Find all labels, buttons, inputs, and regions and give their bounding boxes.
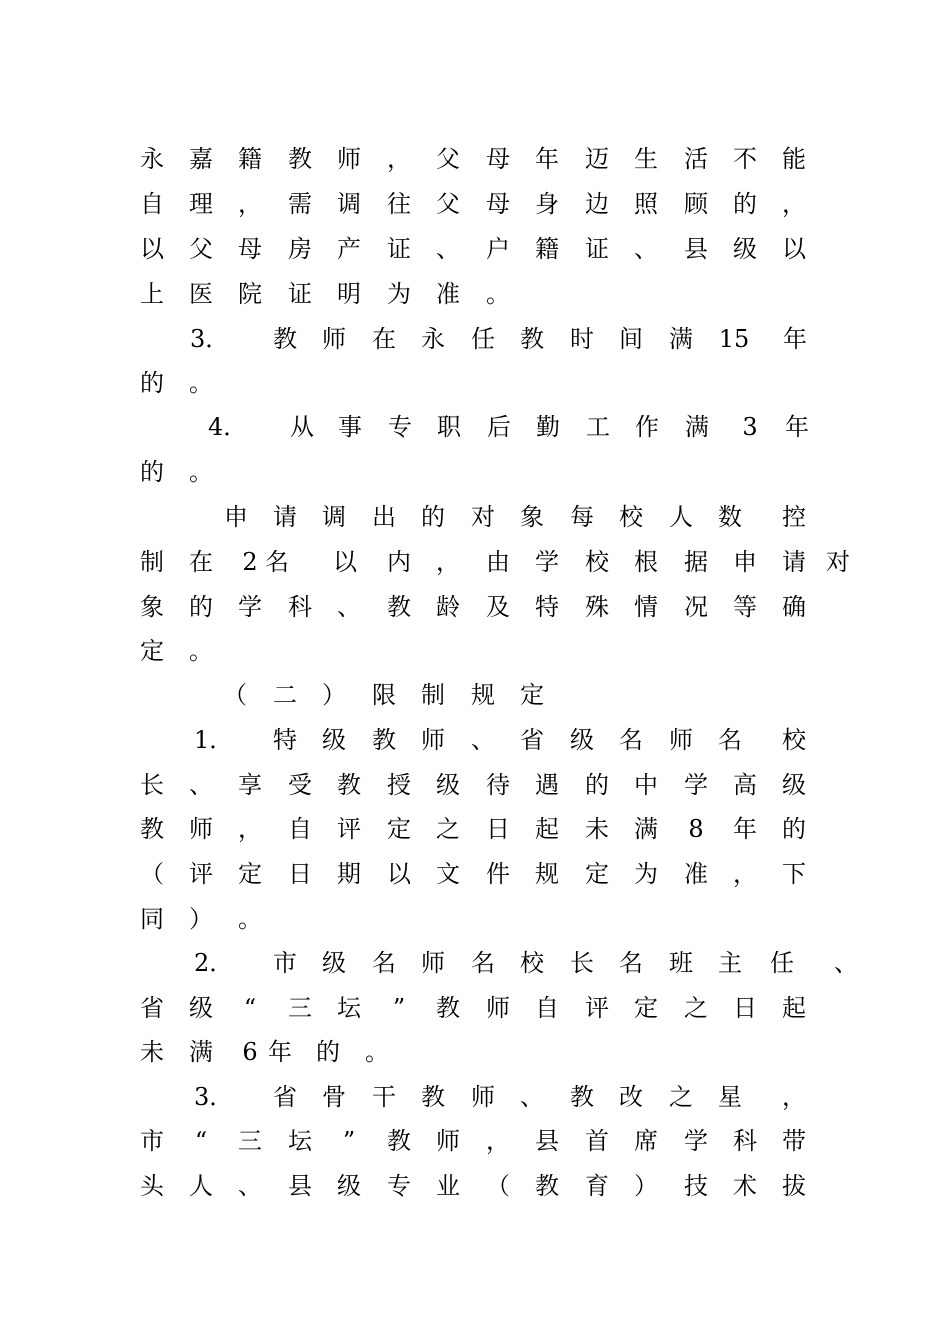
text-char: 待 [486, 771, 510, 799]
text-char: 长 [140, 771, 164, 799]
text-char: ， [387, 145, 411, 173]
text-char: 申 [224, 503, 248, 531]
text-char: 以 [782, 235, 806, 263]
text-char: 在 [372, 325, 396, 353]
text-char: 育 [585, 1172, 609, 1200]
text-char: 籍 [535, 235, 559, 263]
text-char: 3 [742, 413, 758, 441]
text-char: 班 [669, 949, 693, 977]
text-line [138, 1080, 808, 1114]
text-char: 、 [520, 1083, 544, 1111]
text-char: 、 [189, 771, 213, 799]
text-char: 以 [333, 548, 357, 576]
text-char: 的 [782, 815, 806, 843]
text-char: 在 [189, 548, 213, 576]
text-line [138, 1035, 808, 1069]
text-char: 骨 [322, 1083, 346, 1111]
text-char: 后 [487, 413, 511, 441]
text-line [138, 455, 808, 489]
text-char: 勤 [536, 413, 560, 441]
text-char: 由 [486, 548, 510, 576]
text-char: 1． [194, 726, 234, 754]
text-line [138, 277, 808, 311]
text-char: 下 [782, 860, 806, 888]
text-char: 名 [718, 726, 742, 754]
text-char: 任 [471, 325, 495, 353]
text-char: 师 [421, 726, 445, 754]
text-char: 县 [288, 1172, 312, 1200]
text-char: 省 [520, 726, 544, 754]
text-char: 自 [140, 190, 164, 218]
text-line [138, 1169, 808, 1203]
text-char: 带 [782, 1127, 806, 1155]
text-char: 名 [619, 949, 643, 977]
text-char: 满 [189, 1038, 213, 1066]
text-char: 术 [733, 1172, 757, 1200]
text-char: ” [392, 994, 406, 1022]
text-char: 顾 [684, 190, 708, 218]
text-char: 师 [669, 726, 693, 754]
text-char: 活 [684, 145, 708, 173]
text-char: 未 [585, 815, 609, 843]
text-char: 教 [387, 593, 411, 621]
text-char: 况 [684, 593, 708, 621]
text-char: 评 [585, 994, 609, 1022]
text-char: 的 [316, 1038, 340, 1066]
text-line [138, 590, 808, 624]
text-char: 定 [520, 681, 544, 709]
text-char: 控 [782, 503, 806, 531]
text-char: 作 [635, 413, 659, 441]
text-char: 学 [238, 593, 262, 621]
text-char: ” [342, 1127, 356, 1155]
text-char: 对 [826, 548, 850, 576]
text-char: 省 [273, 1083, 297, 1111]
text-char: 校 [520, 949, 544, 977]
text-char: 能 [782, 145, 806, 173]
text-char: 满 [685, 413, 709, 441]
text-char: 职 [437, 413, 461, 441]
text-char: 人 [669, 503, 693, 531]
text-char: 学 [684, 771, 708, 799]
text-char: 师 [436, 1127, 460, 1155]
text-char: 父 [189, 235, 213, 263]
text-char: 准 [436, 280, 460, 308]
text-char: 定 [634, 994, 658, 1022]
text-char: 照 [634, 190, 658, 218]
text-char: 校 [585, 548, 609, 576]
text-char: 以 [387, 860, 411, 888]
text-char: 、 [634, 235, 658, 263]
text-char: 级 [322, 949, 346, 977]
text-char: 文 [436, 860, 460, 888]
text-char: 专 [387, 1172, 411, 1200]
text-char: 高 [733, 771, 757, 799]
text-char: 级 [733, 235, 757, 263]
text-char: “ [194, 1127, 208, 1155]
text-line [138, 857, 808, 891]
text-char: 评 [189, 860, 213, 888]
text-char: 同 [140, 905, 164, 933]
text-char: 2 [242, 548, 258, 576]
text-line [138, 634, 808, 668]
text-char: 制 [421, 681, 445, 709]
text-char: 对 [471, 503, 495, 531]
text-line [138, 678, 808, 712]
text-char: （ [223, 681, 247, 709]
text-char: 理 [189, 190, 213, 218]
text-char: 间 [619, 325, 643, 353]
text-char: 级 [570, 726, 594, 754]
text-char: 及 [486, 593, 510, 621]
text-line [138, 187, 808, 221]
text-char: 受 [288, 771, 312, 799]
text-char: 、 [238, 1172, 262, 1200]
text-char: ， [733, 860, 757, 888]
text-char: 教 [273, 325, 297, 353]
text-line [138, 322, 808, 356]
text-char: 教 [535, 1172, 559, 1200]
text-char: 证 [585, 235, 609, 263]
text-char: 生 [634, 145, 658, 173]
text-char: 母 [486, 145, 510, 173]
text-char: 限 [372, 681, 396, 709]
text-char: 、 [471, 726, 495, 754]
text-char: 年 [268, 1038, 292, 1066]
text-line [138, 902, 808, 936]
text-char: 席 [634, 1127, 658, 1155]
text-char: 师 [322, 325, 346, 353]
text-char: 的 [733, 190, 757, 218]
text-char: 名 [265, 548, 289, 576]
text-char: 名 [619, 726, 643, 754]
text-char: 定 [140, 637, 164, 665]
text-char: 之 [684, 994, 708, 1022]
text-char: 县 [684, 235, 708, 263]
text-char: 级 [436, 771, 460, 799]
text-char: 规 [471, 681, 495, 709]
text-char: 工 [586, 413, 610, 441]
text-line [138, 723, 808, 757]
text-char: 从 [290, 413, 314, 441]
text-char: 享 [238, 771, 262, 799]
text-char: 满 [634, 815, 658, 843]
text-char: 级 [189, 994, 213, 1022]
text-char: ， [238, 815, 262, 843]
text-char: 定 [238, 860, 262, 888]
text-char: ， [238, 190, 262, 218]
text-char: 定 [585, 860, 609, 888]
text-char: 遇 [535, 771, 559, 799]
text-char: 象 [520, 503, 544, 531]
text-char: 边 [585, 190, 609, 218]
text-char: 以 [140, 235, 164, 263]
text-char: 不 [733, 145, 757, 173]
text-char: 起 [782, 994, 806, 1022]
text-char: 院 [238, 280, 262, 308]
text-line [138, 812, 808, 846]
text-char: 日 [288, 860, 312, 888]
text-char: 省 [140, 994, 164, 1022]
text-char: 市 [273, 949, 297, 977]
text-char: 出 [372, 503, 396, 531]
text-line [138, 768, 808, 802]
text-char: 产 [337, 235, 361, 263]
text-char: 件 [486, 860, 510, 888]
text-char: 教 [288, 145, 312, 173]
text-char: 。 [365, 1038, 389, 1066]
text-char: 教 [140, 815, 164, 843]
text-char: 教 [520, 325, 544, 353]
text-char: 日 [733, 994, 757, 1022]
text-char: 规 [535, 860, 559, 888]
text-char: 特 [535, 593, 559, 621]
text-char: 每 [570, 503, 594, 531]
text-char: 的 [189, 593, 213, 621]
text-char: 干 [372, 1083, 396, 1111]
text-char: 房 [288, 235, 312, 263]
text-char: 未 [140, 1038, 164, 1066]
text-char: 象 [140, 593, 164, 621]
text-char: 教 [387, 1127, 411, 1155]
text-char: 请 [782, 548, 806, 576]
text-char: 15 [718, 325, 750, 353]
text-line [138, 410, 808, 444]
text-char: 医 [189, 280, 213, 308]
text-char: 、 [436, 235, 460, 263]
text-char: 年 [733, 815, 757, 843]
text-char: 制 [140, 548, 164, 576]
text-char: 教 [372, 726, 396, 754]
text-char: （ [140, 860, 164, 888]
text-char: 二 [273, 681, 297, 709]
text-char: 改 [619, 1083, 643, 1111]
text-char: 的 [421, 503, 445, 531]
text-char: 明 [337, 280, 361, 308]
text-char: 。 [486, 280, 510, 308]
text-char: 县 [535, 1127, 559, 1155]
text-char: 定 [387, 815, 411, 843]
text-char: 请 [273, 503, 297, 531]
text-char: 之 [669, 1083, 693, 1111]
text-char: 。 [189, 369, 213, 397]
text-char: 名 [372, 949, 396, 977]
text-char: 的 [585, 771, 609, 799]
text-char: 据 [684, 548, 708, 576]
text-char: 业 [436, 1172, 460, 1200]
text-char: 满 [669, 325, 693, 353]
text-char: 龄 [436, 593, 460, 621]
text-char: 内 [387, 548, 411, 576]
text-char: 年 [535, 145, 559, 173]
text-char: 科 [288, 593, 312, 621]
text-char: 级 [782, 771, 806, 799]
text-line [138, 946, 858, 980]
text-char: 师 [421, 949, 445, 977]
text-char: 期 [337, 860, 361, 888]
text-char: 准 [684, 860, 708, 888]
text-char: 师 [471, 1083, 495, 1111]
text-char: 任 [770, 949, 794, 977]
text-char: 专 [388, 413, 412, 441]
text-char: ） [189, 905, 213, 933]
text-char: 教 [570, 1083, 594, 1111]
text-char: 主 [718, 949, 742, 977]
text-char: 为 [634, 860, 658, 888]
text-char: 、 [834, 949, 858, 977]
text-char: ， [486, 1127, 510, 1155]
text-char: 日 [486, 815, 510, 843]
text-char: 坛 [288, 1127, 312, 1155]
text-char: 特 [273, 726, 297, 754]
text-char: 教 [337, 771, 361, 799]
text-char: 的 [140, 369, 164, 397]
text-char: 需 [288, 190, 312, 218]
text-char: 技 [684, 1172, 708, 1200]
text-char: 校 [782, 726, 806, 754]
text-char: 调 [322, 503, 346, 531]
text-char: 母 [486, 190, 510, 218]
text-char: 师 [337, 145, 361, 173]
text-char: 迈 [585, 145, 609, 173]
text-char: 母 [238, 235, 262, 263]
text-char: 头 [140, 1172, 164, 1200]
text-char: 父 [436, 145, 460, 173]
text-char: 数 [718, 503, 742, 531]
text-char: 父 [436, 190, 460, 218]
text-char: 学 [535, 548, 559, 576]
text-char: 永 [421, 325, 445, 353]
text-char: 师 [189, 815, 213, 843]
text-char: 为 [387, 280, 411, 308]
text-char: 时 [570, 325, 594, 353]
text-char: 8 [688, 815, 704, 843]
text-line [138, 142, 808, 176]
text-char: 事 [338, 413, 362, 441]
text-char: （ [486, 1172, 510, 1200]
text-char: ， [436, 548, 460, 576]
text-char: 殊 [585, 593, 609, 621]
text-char: 户 [486, 235, 510, 263]
text-char: 6 [242, 1038, 258, 1066]
text-char: 人 [189, 1172, 213, 1200]
text-char: 长 [570, 949, 594, 977]
text-char: 上 [140, 280, 164, 308]
text-char: 级 [337, 1172, 361, 1200]
text-char: 校 [619, 503, 643, 531]
text-char: 往 [387, 190, 411, 218]
text-char: 起 [535, 815, 559, 843]
text-line [138, 500, 808, 534]
text-char: 坛 [337, 994, 361, 1022]
text-char: 身 [535, 190, 559, 218]
text-line [138, 991, 808, 1025]
text-char: 评 [337, 815, 361, 843]
text-line [138, 1124, 808, 1158]
text-char: 科 [733, 1127, 757, 1155]
text-char: 市 [140, 1127, 164, 1155]
text-char: 星 [718, 1083, 742, 1111]
text-char: “ [243, 994, 257, 1022]
text-char: 三 [288, 994, 312, 1022]
text-char: 师 [486, 994, 510, 1022]
text-char: 3． [194, 1083, 234, 1111]
text-char: ， [782, 190, 806, 218]
text-char: 年 [783, 325, 807, 353]
text-char: ） [634, 1172, 658, 1200]
text-char: 中 [634, 771, 658, 799]
text-char: 调 [337, 190, 361, 218]
text-char: 。 [189, 458, 213, 486]
text-char: 的 [140, 458, 164, 486]
text-line [138, 545, 850, 579]
text-char: 三 [238, 1127, 262, 1155]
text-char: 根 [634, 548, 658, 576]
text-char: 学 [684, 1127, 708, 1155]
text-char: 2． [194, 949, 234, 977]
text-char: 自 [288, 815, 312, 843]
text-char: ） [322, 681, 346, 709]
text-char: 教 [436, 994, 460, 1022]
text-char: 之 [436, 815, 460, 843]
text-char: 自 [535, 994, 559, 1022]
text-char: 授 [387, 771, 411, 799]
text-char: 申 [733, 548, 757, 576]
text-line [138, 366, 808, 400]
text-char: 永 [140, 145, 164, 173]
text-char: 4． [208, 413, 248, 441]
text-char: 确 [782, 593, 806, 621]
text-char: ， [782, 1083, 806, 1111]
text-char: 籍 [238, 145, 262, 173]
text-char: 年 [785, 413, 809, 441]
text-char: 首 [585, 1127, 609, 1155]
text-char: 证 [288, 280, 312, 308]
text-char: 教 [421, 1083, 445, 1111]
text-char: 级 [322, 726, 346, 754]
text-char: 。 [238, 905, 262, 933]
text-char: 名 [471, 949, 495, 977]
text-char: 。 [189, 637, 213, 665]
text-char: 情 [634, 593, 658, 621]
text-char: 嘉 [189, 145, 213, 173]
text-char: 、 [337, 593, 361, 621]
text-char: 拔 [782, 1172, 806, 1200]
text-char: 证 [387, 235, 411, 263]
text-char: 等 [733, 593, 757, 621]
text-char: 3． [190, 325, 230, 353]
text-line [138, 232, 808, 266]
